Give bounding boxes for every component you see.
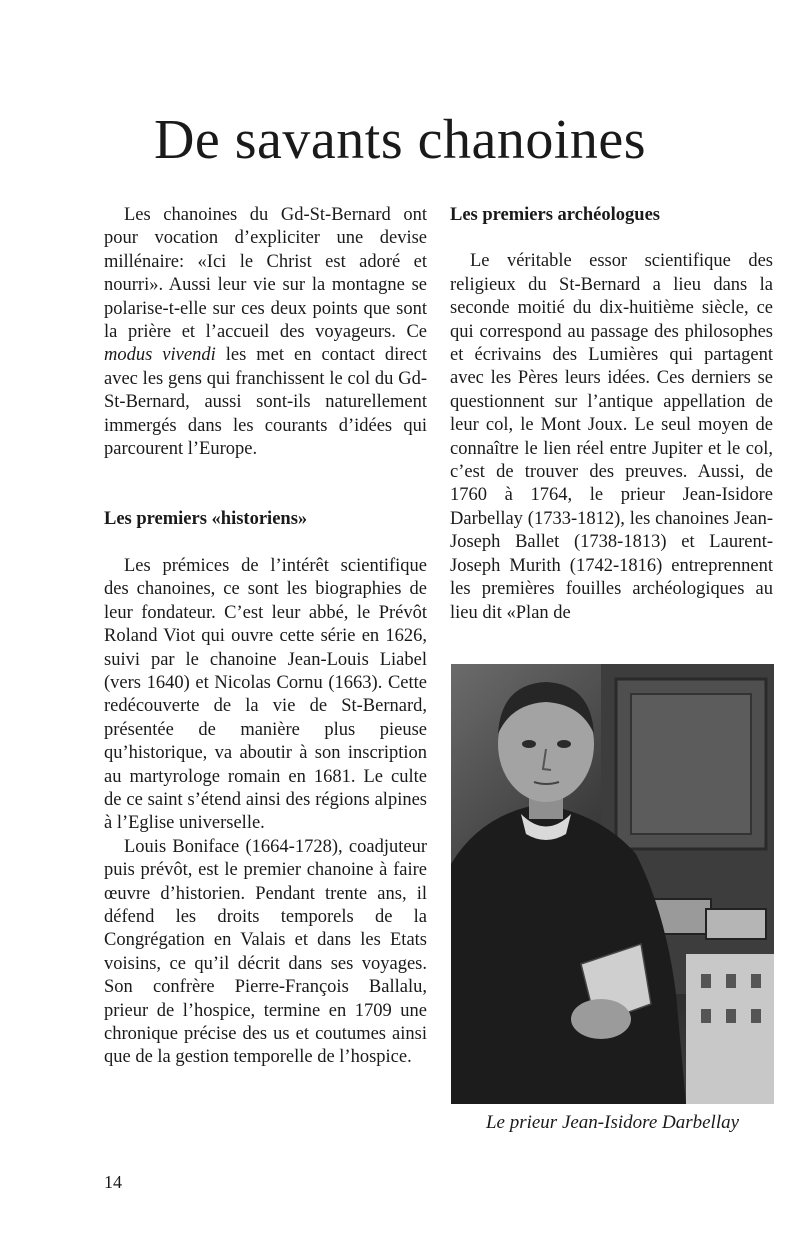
historians-paragraph-1: Les prémices de l’intérêt scientifique des chanoines, ce sont les biographies de leur fondateur. C’est leur abbé, le Prévôt Roland Viot qui ouvre cette série en 1626, suivi par le chanoine Jean-Louis Liabel (vers 1640) et Nicolas Cornu (1663). Cette redécouverte de la vie de St-Bernard, présentée de manière plus pieuse qu’historique, va aboutir à son inscription au martyrologe romain en 1681. Le culte de ce saint s’étend ainsi des régions alpines à l’Eglise universelle. <box>104 555 427 834</box>
section-heading-archaeologists: Les premiers archéologues <box>450 205 660 225</box>
historians-paragraph-2: Louis Boniface (1664-1728), coadjuteur puis prévôt, est le premier chanoine à faire œuvre d’historien. Pendant trente ans, il défend les droits temporels de la Congrégation en Valais et dans les Etats voisins, ce qu’il décrit dans ses voyages. Son confrère Pierre-François Ballalu, prieur de l’hospice, termine en 1709 une chronique précise des us et coutumes ainsi que de la gestion temporelle de l’hospice. <box>104 836 427 1068</box>
intro-paragraph <box>104 204 427 461</box>
intro-italic: modus vivendi <box>104 345 216 366</box>
left-column <box>104 198 427 1070</box>
intro-text: Les chanoines du Gd-St-Bernard ont pour vocation d’expliciter une devise millénaire: «Ici le Christ est adoré et nourri». Aussi leur vie sur la montagne se polarise-t-elle sur ces deux points que sont la prière et l’accueil des voyageurs. Ce <box>104 205 427 343</box>
page-title: De savants chanoines <box>153 109 647 171</box>
section-heading-historians: Les premiers «historiens» <box>104 509 308 530</box>
right-column <box>450 198 773 625</box>
photo-caption: Le prieur Jean-Isidore Darbellay <box>485 1112 740 1133</box>
portrait-photo <box>451 664 774 1104</box>
portrait-illustration <box>451 664 774 1104</box>
intro-text-end: les met en contact direct avec les gens qui franchissent le col du Gd-St-Bernard, aussi sont-ils naturellement immergés dans les courants d’idées qui parcourent l’Europe. <box>104 345 428 460</box>
page-number: 14 <box>104 1172 122 1192</box>
archaeologists-paragraph-1: Le véritable essor scientifique des religieux du St-Bernard a lieu dans la seconde moitié du dix-huitième siècle, ce qui correspond au passage des philosophes et écrivains des Lumières qui partagent avec les Pères leurs idées. Ces derniers se questionnent sur l’antique appellation de leur col, le Mont Joux. Le seul moyen de connaître le lien réel entre Jupiter et le col, c’est de trouver des preuves. Aussi, de 1760 à 1764, le prieur Jean-Isidore Darbellay (1733-1812), les chanoines Jean-Joseph Ballet (1738-1813) et Laurent-Joseph Murith (1742-1816) entreprennent les premières fouilles archéologiques au lieu dit «Plan de <box>450 251 773 623</box>
